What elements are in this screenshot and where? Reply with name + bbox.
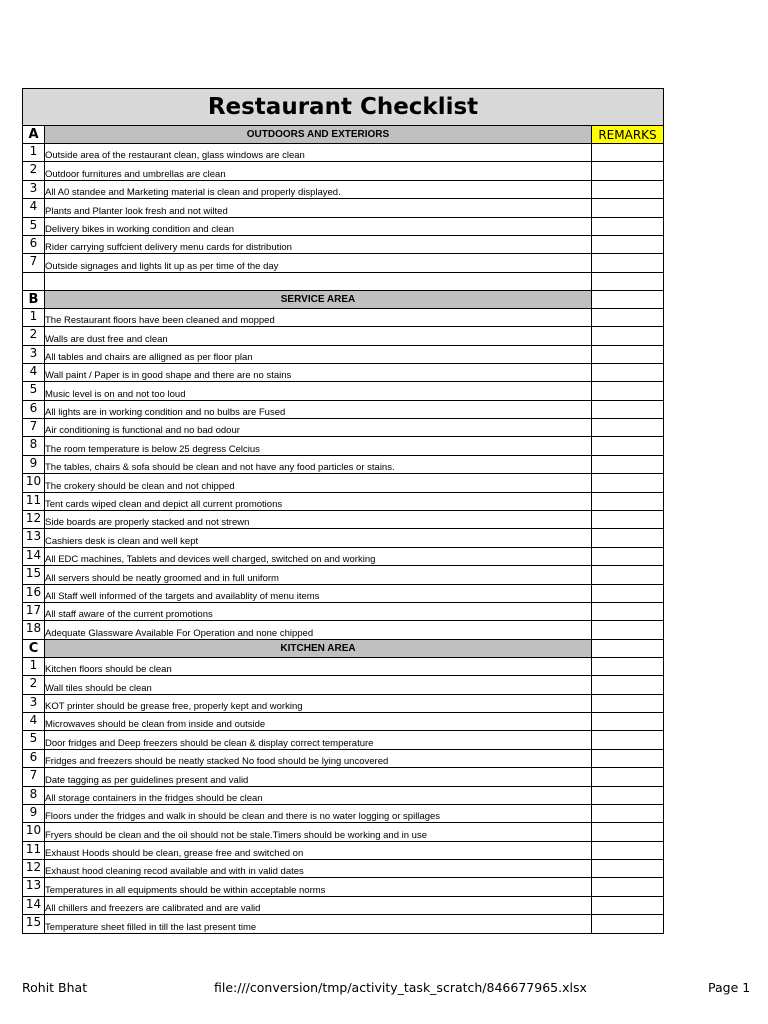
checklist-item-row xyxy=(23,492,664,510)
item-number: 12 xyxy=(23,860,45,878)
checklist-item-row xyxy=(23,768,664,786)
item-description: Outside area of the restaurant clean, glass windows are clean xyxy=(45,144,592,162)
checklist-item-row xyxy=(23,547,664,565)
item-number: 10 xyxy=(23,474,45,492)
checklist-item-row xyxy=(23,657,664,675)
item-description: All tables and chairs are alligned as per floor plan xyxy=(45,345,592,363)
item-number: 3 xyxy=(23,345,45,363)
item-number: 8 xyxy=(23,786,45,804)
blank-cell xyxy=(23,272,45,290)
item-description: The Restaurant floors have been cleaned and mopped xyxy=(45,308,592,326)
item-number: 6 xyxy=(23,400,45,418)
item-number: 2 xyxy=(23,327,45,345)
item-description: Floors under the fridges and walk in should be clean and there is no water logging or spillages xyxy=(45,804,592,822)
remarks-cell[interactable] xyxy=(592,308,664,326)
blank-row xyxy=(23,272,664,290)
item-description: All Staff well informed of the targets and availablity of menu items xyxy=(45,584,592,602)
item-number: 6 xyxy=(23,235,45,253)
checklist-item-row xyxy=(23,786,664,804)
remarks-cell[interactable] xyxy=(592,878,664,896)
item-description: Rider carrying suffcient delivery menu cards for distribution xyxy=(45,235,592,253)
item-description: Date tagging as per guidelines present and valid xyxy=(45,768,592,786)
item-number: 3 xyxy=(23,694,45,712)
checklist-item-row xyxy=(23,896,664,914)
item-number: 13 xyxy=(23,529,45,547)
checklist-item-row xyxy=(23,199,664,217)
item-number: 13 xyxy=(23,878,45,896)
item-description: Plants and Planter look fresh and not wilted xyxy=(45,199,592,217)
item-number: 3 xyxy=(23,180,45,198)
checklist-title: Restaurant Checklist xyxy=(23,89,664,126)
item-description: All staff aware of the current promotions xyxy=(45,602,592,620)
checklist-item-row xyxy=(23,437,664,455)
item-description: Exhaust Hoods should be clean, grease free and switched on xyxy=(45,841,592,859)
remarks-cell[interactable] xyxy=(592,363,664,381)
remarks-cell xyxy=(592,639,664,657)
remarks-cell[interactable] xyxy=(592,217,664,235)
remarks-cell[interactable] xyxy=(592,492,664,510)
item-description: Fryers should be clean and the oil should not be stale.Timers should be working and in use xyxy=(45,823,592,841)
checklist-item-row xyxy=(23,841,664,859)
item-description: Walls are dust free and clean xyxy=(45,327,592,345)
remarks-cell[interactable] xyxy=(592,327,664,345)
item-description: Temperatures in all equipments should be within acceptable norms xyxy=(45,878,592,896)
item-number: 5 xyxy=(23,731,45,749)
checklist-item-row xyxy=(23,217,664,235)
remarks-cell[interactable] xyxy=(592,731,664,749)
remarks-cell[interactable] xyxy=(592,144,664,162)
item-number: 9 xyxy=(23,455,45,473)
checklist-item-row xyxy=(23,621,664,639)
item-description: Wall paint / Paper is in good shape and there are no stains xyxy=(45,363,592,381)
remarks-cell[interactable] xyxy=(592,235,664,253)
item-description: Cashiers desk is clean and well kept xyxy=(45,529,592,547)
section-letter: C xyxy=(23,639,45,657)
blank-cell xyxy=(45,272,592,290)
checklist-item-row xyxy=(23,162,664,180)
item-description: KOT printer should be grease free, properly kept and working xyxy=(45,694,592,712)
item-description: Side boards are properly stacked and not strewn xyxy=(45,511,592,529)
checklist-item-row xyxy=(23,419,664,437)
item-number: 1 xyxy=(23,308,45,326)
checklist-item-row xyxy=(23,749,664,767)
remarks-cell[interactable] xyxy=(592,749,664,767)
remarks-cell[interactable] xyxy=(592,915,664,933)
checklist-item-row xyxy=(23,235,664,253)
item-description: Delivery bikes in working condition and clean xyxy=(45,217,592,235)
remarks-cell[interactable] xyxy=(592,584,664,602)
footer-author: Rohit Bhat xyxy=(22,980,88,995)
checklist-item-row xyxy=(23,474,664,492)
checklist-item-row xyxy=(23,823,664,841)
checklist-table xyxy=(22,88,664,934)
checklist-item-row xyxy=(23,860,664,878)
item-number: 2 xyxy=(23,162,45,180)
section-letter: B xyxy=(23,290,45,308)
section-header-row xyxy=(23,290,664,308)
remarks-cell[interactable] xyxy=(592,199,664,217)
item-number: 14 xyxy=(23,896,45,914)
item-number: 18 xyxy=(23,621,45,639)
item-number: 15 xyxy=(23,915,45,933)
remarks-cell[interactable] xyxy=(592,621,664,639)
item-description: All servers should be neatly groomed and in full uniform xyxy=(45,566,592,584)
remarks-cell[interactable] xyxy=(592,860,664,878)
title-row xyxy=(23,89,664,126)
item-description: All A0 standee and Marketing material is clean and properly displayed. xyxy=(45,180,592,198)
item-description: Air conditioning is functional and no bad odour xyxy=(45,419,592,437)
section-title: OUTDOORS AND EXTERIORS xyxy=(45,126,592,144)
item-description: Microwaves should be clean from inside and outside xyxy=(45,712,592,730)
item-number: 9 xyxy=(23,804,45,822)
checklist-item-row xyxy=(23,455,664,473)
remarks-cell[interactable] xyxy=(592,657,664,675)
remarks-cell[interactable] xyxy=(592,547,664,565)
remarks-cell[interactable] xyxy=(592,786,664,804)
checklist-item-row xyxy=(23,915,664,933)
remarks-cell[interactable] xyxy=(592,345,664,363)
item-number: 2 xyxy=(23,676,45,694)
checklist-item-row xyxy=(23,804,664,822)
remarks-cell[interactable] xyxy=(592,254,664,272)
checklist-item-row xyxy=(23,878,664,896)
remarks-cell xyxy=(592,290,664,308)
checklist-item-row xyxy=(23,363,664,381)
remarks-cell[interactable] xyxy=(592,804,664,822)
item-number: 4 xyxy=(23,712,45,730)
item-number: 17 xyxy=(23,602,45,620)
item-description: All storage containers in the fridges should be clean xyxy=(45,786,592,804)
item-number: 6 xyxy=(23,749,45,767)
item-description: The room temperature is below 25 degress Celcius xyxy=(45,437,592,455)
item-number: 14 xyxy=(23,547,45,565)
item-description: Fridges and freezers should be neatly stacked No food should be lying uncovered xyxy=(45,749,592,767)
item-description: Tent cards wiped clean and depict all current promotions xyxy=(45,492,592,510)
item-number: 7 xyxy=(23,419,45,437)
checklist-item-row xyxy=(23,345,664,363)
remarks-cell[interactable] xyxy=(592,823,664,841)
checklist-item-row xyxy=(23,566,664,584)
item-number: 7 xyxy=(23,768,45,786)
remarks-cell[interactable] xyxy=(592,676,664,694)
remarks-cell[interactable] xyxy=(592,180,664,198)
remarks-cell[interactable] xyxy=(592,694,664,712)
item-number: 1 xyxy=(23,657,45,675)
checklist-item-row xyxy=(23,327,664,345)
checklist-item-row xyxy=(23,676,664,694)
remarks-cell[interactable] xyxy=(592,382,664,400)
remarks-cell[interactable] xyxy=(592,419,664,437)
footer-file-path: file:///conversion/tmp/activity_task_scratch/846677965.xlsx xyxy=(214,980,587,995)
remarks-cell[interactable] xyxy=(592,455,664,473)
item-description: Outdoor furnitures and umbrellas are clean xyxy=(45,162,592,180)
checklist-item-row xyxy=(23,712,664,730)
remarks-cell[interactable] xyxy=(592,474,664,492)
item-number: 15 xyxy=(23,566,45,584)
item-description: Adequate Glassware Available For Operation and none chipped xyxy=(45,621,592,639)
checklist-item-row xyxy=(23,511,664,529)
item-description: Door fridges and Deep freezers should be clean & display correct temperature xyxy=(45,731,592,749)
section-title: SERVICE AREA xyxy=(45,290,592,308)
item-number: 5 xyxy=(23,217,45,235)
item-description: Outside signages and lights lit up as per time of the day xyxy=(45,254,592,272)
blank-cell xyxy=(592,272,664,290)
item-number: 5 xyxy=(23,382,45,400)
item-number: 8 xyxy=(23,437,45,455)
remarks-cell[interactable] xyxy=(592,529,664,547)
remarks-header: REMARKS xyxy=(592,126,664,144)
checklist-item-row xyxy=(23,254,664,272)
item-description: The tables, chairs & sofa should be clean and not have any food particles or stains. xyxy=(45,455,592,473)
checklist-item-row xyxy=(23,382,664,400)
item-number: 11 xyxy=(23,492,45,510)
item-number: 4 xyxy=(23,363,45,381)
checklist-item-row xyxy=(23,584,664,602)
checklist-item-row xyxy=(23,180,664,198)
item-description: All EDC machines, Tablets and devices well charged, switched on and working xyxy=(45,547,592,565)
item-number: 1 xyxy=(23,144,45,162)
section-header-row xyxy=(23,639,664,657)
item-description: Kitchen floors should be clean xyxy=(45,657,592,675)
item-description: Exhaust hood cleaning recod available and with in valid dates xyxy=(45,860,592,878)
item-description: The crokery should be clean and not chipped xyxy=(45,474,592,492)
item-number: 7 xyxy=(23,254,45,272)
remarks-cell[interactable] xyxy=(592,768,664,786)
footer-page-number: Page 1 xyxy=(708,980,751,995)
item-number: 12 xyxy=(23,511,45,529)
remarks-cell[interactable] xyxy=(592,896,664,914)
item-description: Temperature sheet filled in till the last present time xyxy=(45,915,592,933)
checklist-item-row xyxy=(23,400,664,418)
item-description: All lights are in working condition and no bulbs are Fused xyxy=(45,400,592,418)
remarks-cell[interactable] xyxy=(592,511,664,529)
item-number: 16 xyxy=(23,584,45,602)
remarks-cell[interactable] xyxy=(592,841,664,859)
item-number: 11 xyxy=(23,841,45,859)
remarks-cell[interactable] xyxy=(592,602,664,620)
remarks-cell[interactable] xyxy=(592,712,664,730)
section-header-row xyxy=(23,126,664,144)
checklist-item-row xyxy=(23,731,664,749)
item-description: Music level is on and not too loud xyxy=(45,382,592,400)
checklist-item-row xyxy=(23,602,664,620)
item-number: 10 xyxy=(23,823,45,841)
item-number: 4 xyxy=(23,199,45,217)
checklist-item-row xyxy=(23,529,664,547)
checklist-item-row xyxy=(23,308,664,326)
checklist-item-row xyxy=(23,144,664,162)
section-title: KITCHEN AREA xyxy=(45,639,592,657)
remarks-cell[interactable] xyxy=(592,566,664,584)
checklist-item-row xyxy=(23,694,664,712)
section-letter: A xyxy=(23,126,45,144)
item-description: All chillers and freezers are calibrated and are valid xyxy=(45,896,592,914)
remarks-cell[interactable] xyxy=(592,437,664,455)
remarks-cell[interactable] xyxy=(592,400,664,418)
remarks-cell[interactable] xyxy=(592,162,664,180)
item-description: Wall tiles should be clean xyxy=(45,676,592,694)
